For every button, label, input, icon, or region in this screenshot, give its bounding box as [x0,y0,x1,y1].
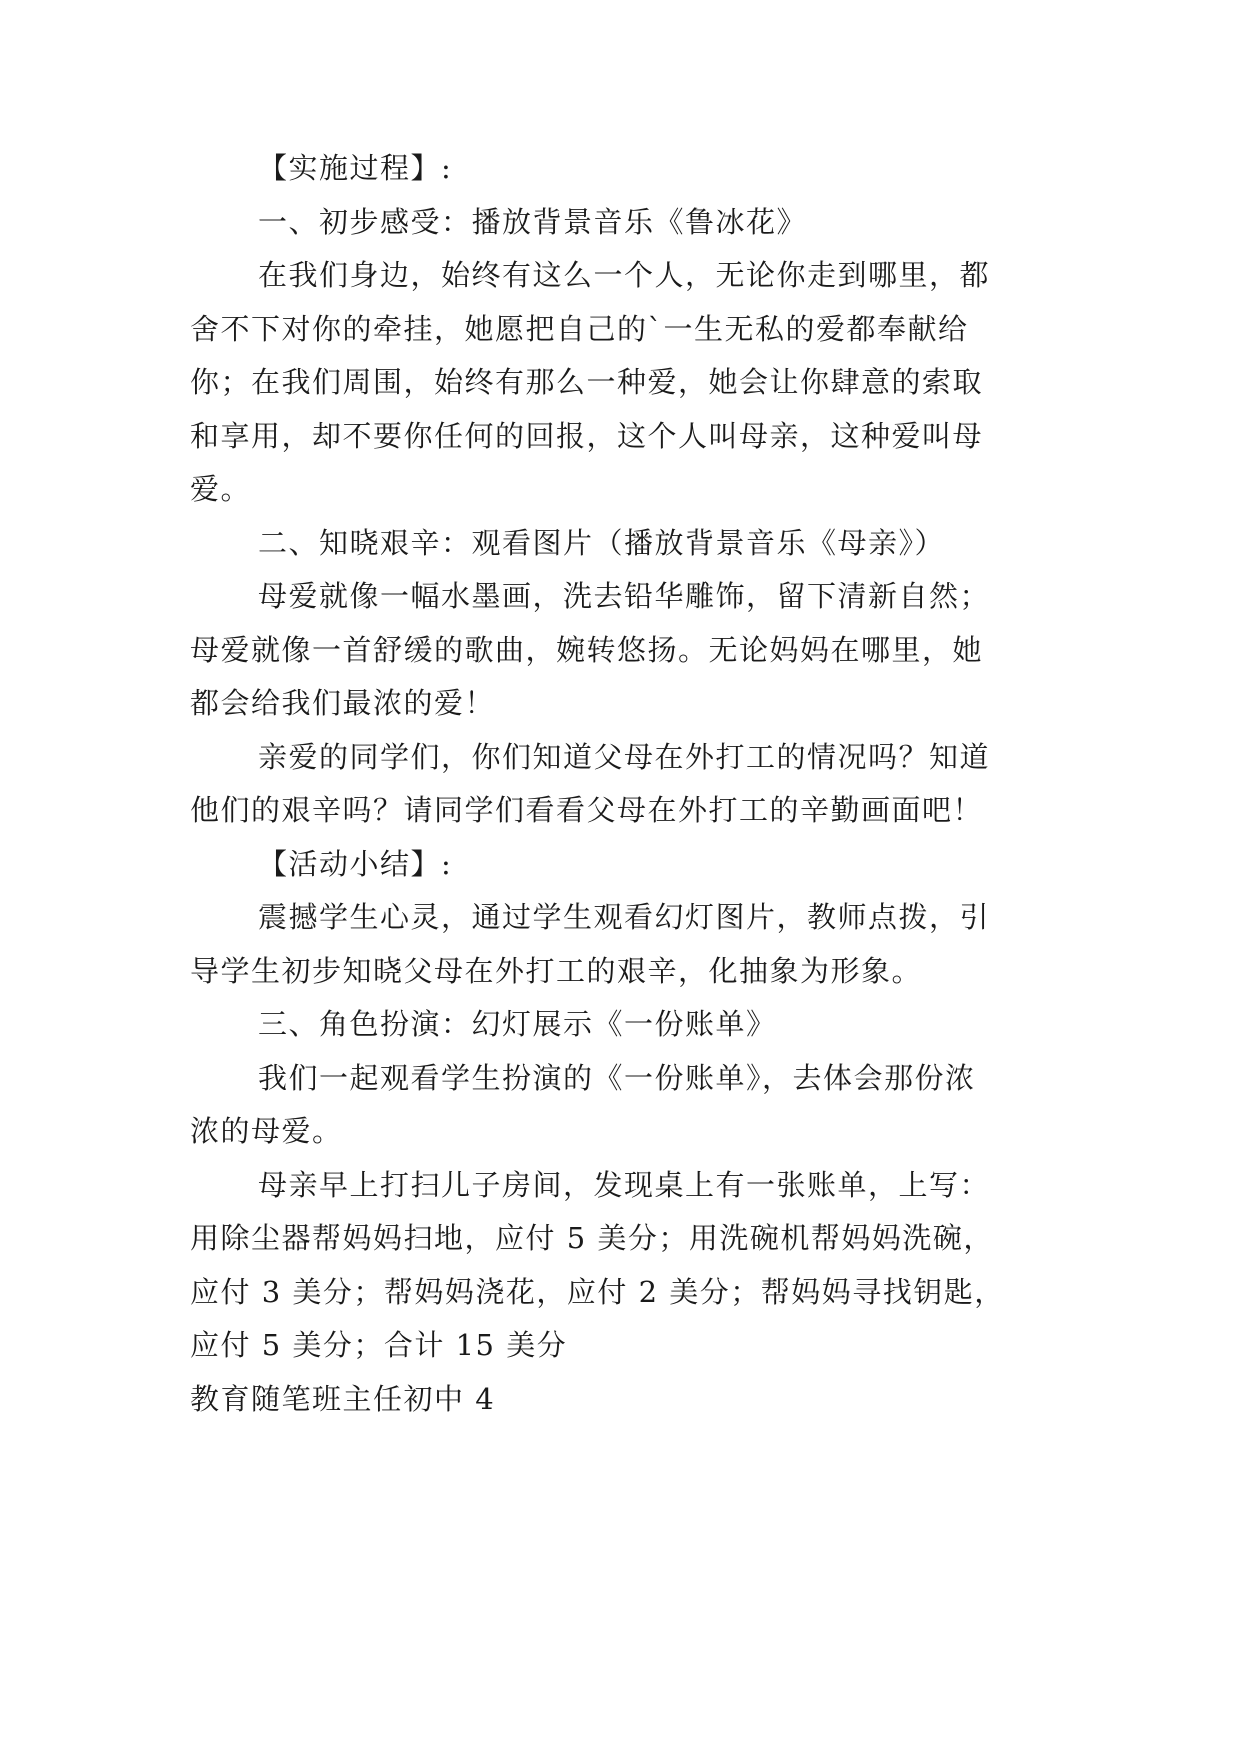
paragraph-line: 亲爱的同学们，你们知道父母在外打工的情况吗？知道 [258,740,991,774]
paragraph-line: 都会给我们最浓的爱！ [190,686,496,720]
paragraph-line: 应付 5 美分；合计 15 美分 [190,1328,568,1362]
heading-step-three: 三、角色扮演：幻灯展示《一份账单》 [258,1007,777,1041]
paragraph-line: 和享用，却不要你任何的回报，这个人叫母亲，这种爱叫母 [190,419,984,453]
paragraph-line: 母爱就像一幅水墨画，洗去铅华雕饰，留下清新自然； [258,579,991,613]
paragraph-line: 舍不下对你的牵挂，她愿把自己的`一生无私的爱都奉献给 [190,312,969,346]
paragraph-line: 浓的母爱。 [190,1114,343,1148]
paragraph-line: 用除尘器帮妈妈扫地，应付 5 美分；用洗碗机帮妈妈洗碗， [190,1221,994,1255]
section-heading-summary: 【活动小结】: [258,847,453,881]
heading-step-one: 一、初步感受：播放背景音乐《鲁冰花》 [258,205,808,239]
paragraph-line: 母亲早上打扫儿子房间，发现桌上有一张账单，上写： [258,1168,991,1202]
paragraph-line: 你；在我们周围，始终有那么一种爱，她会让你肆意的索取 [190,365,984,399]
paragraph-line: 他们的艰辛吗？请同学们看看父母在外打工的辛勤画面吧！ [190,793,984,827]
paragraph-line: 应付 3 美分；帮妈妈浇花，应付 2 美分；帮妈妈寻找钥匙， [190,1275,1005,1309]
document-title-footer: 教育随笔班主任初中 4 [190,1382,496,1416]
paragraph-line: 爱。 [190,472,252,506]
paragraph-line: 震撼学生心灵，通过学生观看幻灯图片，教师点拨，引 [258,900,991,934]
paragraph-line: 母爱就像一首舒缓的歌曲，婉转悠扬。无论妈妈在哪里，她 [190,633,984,667]
paragraph-line: 导学生初步知晓父母在外打工的艰辛，化抽象为形象。 [190,954,923,988]
paragraph-line: 在我们身边，始终有这么一个人，无论你走到哪里，都 [258,258,991,292]
paragraph-line: 我们一起观看学生扮演的《一份账单》，去体会那份浓 [258,1061,976,1095]
section-heading-process: 【实施过程】: [258,151,453,185]
heading-step-two: 二、知晓艰辛：观看图片（播放背景音乐《母亲》） [258,526,946,560]
